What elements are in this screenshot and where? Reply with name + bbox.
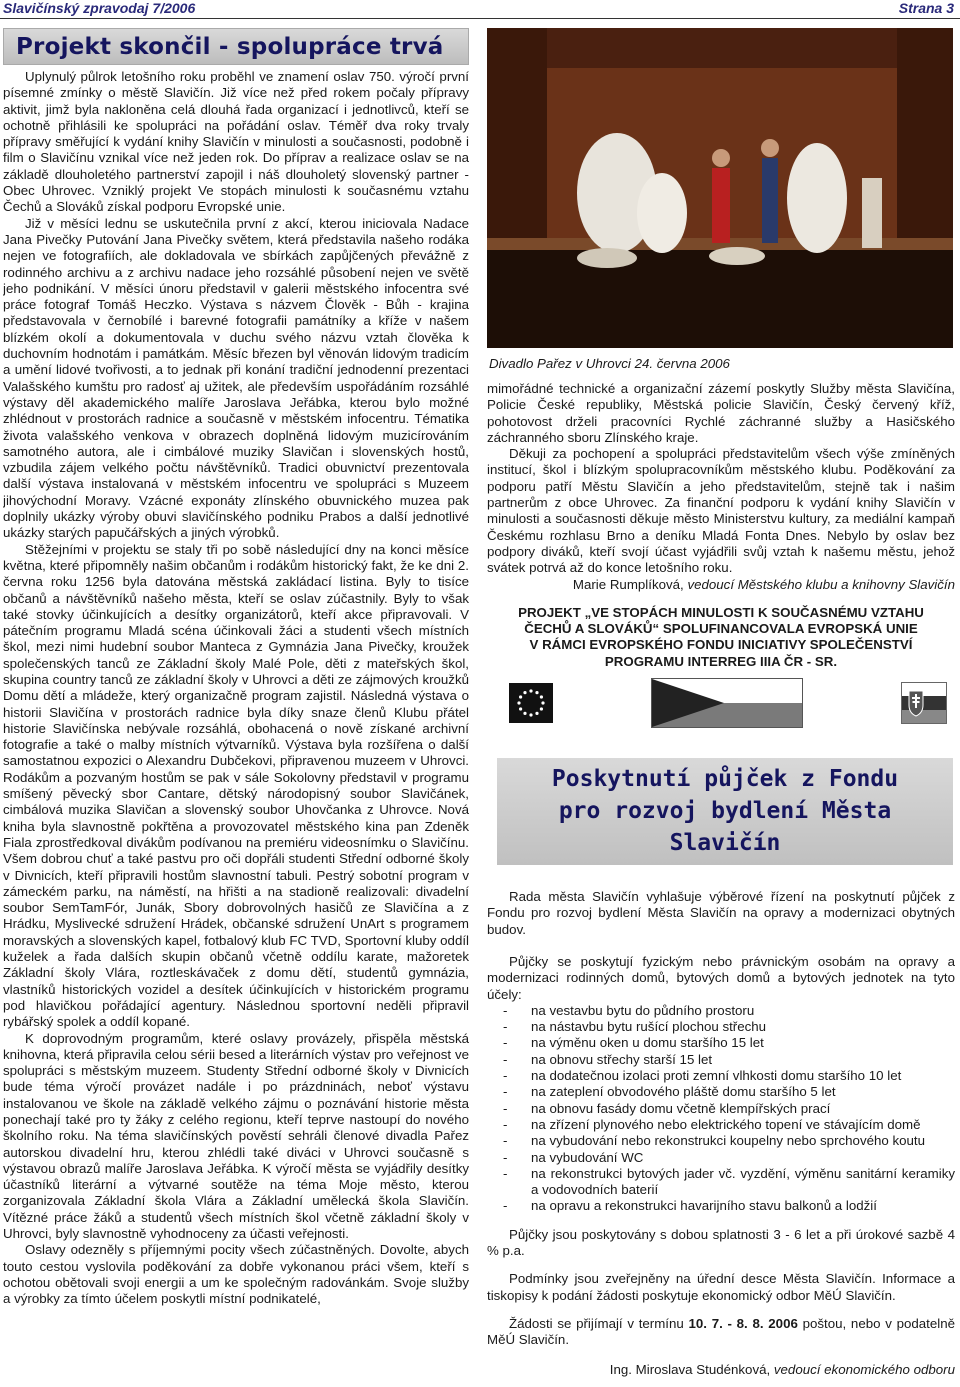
article-paragraph: Uplynulý půlrok letošního roku proběhl ve znamení oslav 750. výročí první písemné zmínky o městě Slavičín. Již více než před rokem počaly přípravy aktivit, jimž byla nakloněna celá dlouhá řada organizací i jednotlivců, kteří se ochotně přihlásili ke spolupráci na pořádání oslav. Téměř dva roky trvaly přípravy směřující k vydání knihy Slavičín v minulosti a současnosti, podobně i film o Slavičínu vznikal více než jeden rok. Do příprav a realizace oslav se na základě dlouholetého partnerství zapojil i náš dlouholetý slovenský partner - Obec Uhrovec. Vzniklý projekt Ve stopách minulosti k současnému vztahu Čechů a Slováků získal podporu Evropské unie.: [3, 69, 469, 215]
loan-purpose-list: [487, 1003, 955, 1215]
list-item: - na dodatečnou izolaci proti zemní vlhkosti domu staršího 10 let: [487, 1068, 955, 1084]
article-paragraph: K doprovodným programům, které oslavy provázely, přispěla městská knihovna, která připravila celou sérii besed a literárních výstav pro veřejnost ve spolupráci s městským muzeem. Studenty Střední odborné školy v Divnicích bude téma výročí provázet nadále i po prázdninách, neboť výstavu instalovanou ve škole na základě velkého zájmu o poznávání historie města ponechají také pro ty žáky z celého regionu, kteří teprve nastoupí do nového školního roku. Na téma slavičínských pověstí sehráli členové divadla Pařez autorskou divadelní hru, kterou zhlédli také diváci v Uhrovci současně s výstavou obrazů malíře Jaroslava Jeřábka. K výročí města se vyjádřily desítky účastníků literární a výtvarné soutěže na téma Moje město, kterou zorganizovala Základní škola Vlára a Základní umělecká škola Slavičín. Vítězné práce žáků a studentů všech místních škol včetně základní školy v Uhrovci, byly slavnostně vyhodnoceny za účasti veřejnosti.: [3, 1030, 469, 1242]
signature-name: Ing. Miroslava Studénková,: [609, 1362, 771, 1378]
article-signature: [487, 577, 955, 593]
loan-title-line: pro rozvoj bydlení Města Slavičín: [558, 798, 892, 857]
deadline-prefix: Žádosti se přijímají v termínu: [509, 1315, 689, 1331]
loan-conditions: Podmínky jsou zveřejněny na úřední desce Města Slavičín. Informace a tiskopisy k podání žádosti poskytuje ekonomický odbor MěÚ Slavičín.: [487, 1271, 955, 1303]
slovak-flag-icon: [901, 682, 947, 724]
project-line: ČECHŮ A SLOVÁKŮ“ SPOLUFINANCOVALA EVROPSKÁ UNIE: [524, 621, 918, 637]
article-paragraph: Děkuji za pochopení a spolupráci představitelům všech výše zmíněných institucí, škol i blízkým spolupracovníkům městského klubu. Poděkování za podporu patří Městu Slavičín a jeho představitelům, stejně tak i našim partnerům z obce Uhrovec. Za finanční podporu k vydání knihy Slavičín v minulosti a současnosti děkuje město Ministerstvu kultury, za mediální kampaň Českému rozhlasu Brno a deníku Mladá Fonta Dnes. Nebylo by oslav bez podpory diváků, kteří svojí účast vyjádřili svůj vztah k našemu městu, jehož svátek potrvá až do konce letošního roku.: [487, 446, 955, 576]
list-item: - na vybudování WC: [487, 1150, 955, 1166]
list-item: - na nástavbu bytu rušící plochou střechu: [487, 1019, 955, 1035]
eu-flag-icon: [509, 683, 553, 723]
left-column: [3, 28, 469, 1383]
page-header: [0, 0, 960, 18]
flags-row: [509, 678, 947, 728]
loan-article-body: [487, 889, 955, 1379]
loan-title-line: Poskytnutí půjček z Fondu: [551, 766, 899, 793]
article-title: Projekt skončil - spolupráce trvá: [16, 34, 444, 60]
list-item: - na opravu a rekonstrukci havarijního stavu balkonů a lodžií: [487, 1198, 955, 1214]
right-column: [487, 28, 955, 1383]
page-number: Strana 3: [898, 0, 954, 16]
list-item: - na obnovu fasády domu včetně klempířských prací: [487, 1101, 955, 1117]
list-item: - na výměnu oken u domu staršího 15 let: [487, 1035, 955, 1051]
list-item: - na zřízení plynového nebo elektrického topení ve stávajícím domě: [487, 1117, 955, 1133]
article-paragraph: mimořádné technické a organizační zázemí poskytly Služby města Slavičína, Policie České republiky, Městská policie Slavičín, Český červený kříž, pohotovost drželi pracovníci Rychlé záchranné služby a Hasičského záchranného sboru Zlínského kraje.: [487, 381, 955, 445]
header-rule: [0, 18, 960, 19]
list-item: - na zateplení obvodového pláště domu staršího 5 let: [487, 1084, 955, 1100]
deadline-dates: 10. 7. - 8. 8. 2006: [688, 1315, 798, 1331]
czech-flag-icon: [651, 678, 803, 728]
photo-caption: Divadlo Pařez v Uhrovci 24. června 2006: [489, 356, 730, 371]
list-item: - na obnovu střechy starší 15 let: [487, 1052, 955, 1068]
signature-role: vedoucí Městského klubu a knihovny Slavičín: [687, 576, 955, 592]
article-body: [3, 69, 469, 1308]
loan-lead: Půjčky se poskytují fyzickým nebo právnickým osobám na opravy a modernizaci rodinných domů, bytových domů a bytových jednotek na tyto účely:: [487, 953, 955, 1002]
loan-signature: [487, 1362, 955, 1378]
loan-intro: Rada města Slavičín vyhlašuje výběrové řízení na poskytnutí půjček z Fondu pro rozvoj bydlení Města Slavičín na opravy a modernizaci obytných budov.: [487, 889, 955, 937]
list-item: - na vestavbu bytu do půdního prostoru: [487, 1003, 955, 1019]
article-title-banner: [3, 28, 469, 65]
loan-article-title-banner: [497, 758, 953, 865]
signature-name: Marie Rumplíková,: [572, 576, 684, 592]
project-line: V RÁMCI EVROPSKÉHO FONDU INICIATIVY SPOLEČENSTVÍ: [529, 637, 913, 653]
project-line: PROGRAMU INTERREG IIIA ČR - SR.: [604, 653, 838, 669]
list-item: - na vybudování nebo rekonstrukci koupelny nebo sprchového koutu: [487, 1133, 955, 1149]
theatre-photo: [487, 28, 953, 348]
article-paragraph: Stěžejními v projektu se staly tři po sobě následující dny na konci měsíce května, které připomněly našim občanům i rodákům historický fakt, že ke dni 2. června roku 1256 byla datována městská zakládací listina. Byly to tisíce občanů a návštěvníků našeho města, kteří se oslav zúčastnily. Byly to však také stovky účinkujících a desítky organizátorů, kteří akce připravovali. V pátečním programu Mladá scéna účinkovali žáci a studenti všech místních škol, mezi nimi hudební soubor Manteca z Gymnázia Jana Pivečky, kroužek společenských tanců ze Základní školy Malé Pole, děti z mateřských škol, skupina country tanců ze základní školy v Uhrovci a děti ze zájmových kroužků Domu dětí a mládeže, který organizačně program zajistil. Následná výstava o historii Slavičína v prostorách radnice byla díky snaze členů Klubu přátel historie Slavičínska nebývale rozsáhlá, obohacená o nově získané archivní fotografie a také o malby místních výtvarníků. Výstava byla rozšířena o další samostatnou expozici o Alexandru Dubčekovi, připravenou muzeem v Uhrovci. Rodákům a pozvaným hostům se pak v sále Sokolovny představil v programu smíšený pěvecký sbor Cantare, dětský národopisný soubor Slavičánek, cimbálová muzika Slavičan a slovenský soubor Uhovčanka z Uhrovce. Nová kniha byla slavnostně pokřtěna a provozovatel městského kina pan Zdeněk Fiala zprostředkoval divákům podívanou na premiéru videosnímku o Slavičínu. Všem dobrou chuť a také pastvu pro oči dopřáli studenti Střední odborné školy v Divnicích, kteří připravili hostům slavnostní tabuli. Pestrý sobotní program v zámeckém parku, na náměstí, na hřišti a na stadioně realizovali: divadelní soubor SemTamFór, Junák, Sbory dobrovolných hasičů ze Slavičína a z Hrádku, Myslivecké sdružení Hrádek, občanské sdružení UnArt s programem moravských a slovenských kapel, fotbalový klub FC TVD, Sportovní kluby oddíl kuželek a řada dalších skupin občanů včetně oddílu karate, mažoretek Základní školy Vlára, roztleskávaček z domu dětí, studentů gymnázia, vlastníků historických vozidel a desítek účinkujících v historickém programu pod hlavičkou pořádající agentury. Následnou sportovní neděli připravil rybářský spolek a oddíl kopané.: [3, 541, 469, 1030]
loan-terms: Půjčky jsou poskytovány s dobou splatnosti 3 - 6 let a při úrokové sazbě 4 % p.a.: [487, 1226, 955, 1258]
list-item: - na rekonstrukci bytových jader vč. vyzdění, výměnu sanitární keramiky a vodovodních baterií: [487, 1166, 955, 1199]
signature-role: vedoucí ekonomického odboru: [773, 1362, 955, 1378]
project-line: PROJEKT „VE STOPÁCH MINULOSTI K SOUČASNÉMU VZTAHU: [518, 604, 924, 620]
loan-deadline: [487, 1316, 955, 1349]
article-paragraph: Již v měsíci lednu se uskutečnila první z akcí, kterou iniciovala Nadace Jana Pivečky Putování Jana Pivečky světem, která představila našeho rodáka nejen ve fotografiích, ale dokladovala ve sbírkách zapůjčených převážně z rodinného archivu a z archivu nadace jeho rozsáhlé působení nejen ve světě jeho podnikání. V měsíci únoru představil v galerii městského infocentra své práce fotograf Tomáš Heczko. Výstava s názvem Člověk - Bůh - krajina představovala v černobílé i barevné fotografii památníky a kříže v našem blízkém okolí a dokumentovala v duchu svého názvu vztah člověka k duchovním hodnotám i památkám. Měsíc březen byl věnován lidovým tradicím a umění lidové tvořivosti, a to jednak při konání tradiční jednodenní prezentaci Valašského kumštu pro radosť aj užitek, ale především uspořádáním rozsáhlé výstavy děl akademického malíře Jaroslava Jeřábka, kterou bylo možné zhlédnout v prostorách radnice a současně v městském infocentru. Tématika života valašského venkova v obrazech doplněná lidovým muzicírováním samotného autora, ale i cimbálové muziky Slavičan i slovenských hostů, vzbudila zájem velkého počtu návštěvníků. Tradici obuvnictví prezentovala další výstava instalovaná v městském infocentru ve spolupráci s Muzeem jihovýchodní Moravy. Vzácné exponáty zlínského obuvnického muzea pak doplnily ukázky výroby obuvi slavičínského podniku Prabos a další jednotlivé ukázky starých papučářských a jiných výrobků.: [3, 215, 469, 541]
eu-project-note: [487, 605, 955, 670]
deadline-suffix: poštou, nebo v podatelně MěÚ Slavičín.: [487, 1315, 955, 1348]
theatre-stage-illustration: [487, 28, 953, 348]
article-paragraph: Oslavy odezněly s příjemnými pocity všech zúčastněných. Dovolte, abych touto cestou vyslovila poděkování za dobře vykonanou práci všem, kteří s ochotou obětovali svoji energii a um ke společným radovánkám. Svoje služby a výrobky za tímto účelem poskytli místní podnikatelé,: [3, 1242, 469, 1307]
article-continuation: [487, 381, 955, 593]
newsletter-title: Slavičínský zpravodaj 7/2006: [3, 0, 196, 16]
